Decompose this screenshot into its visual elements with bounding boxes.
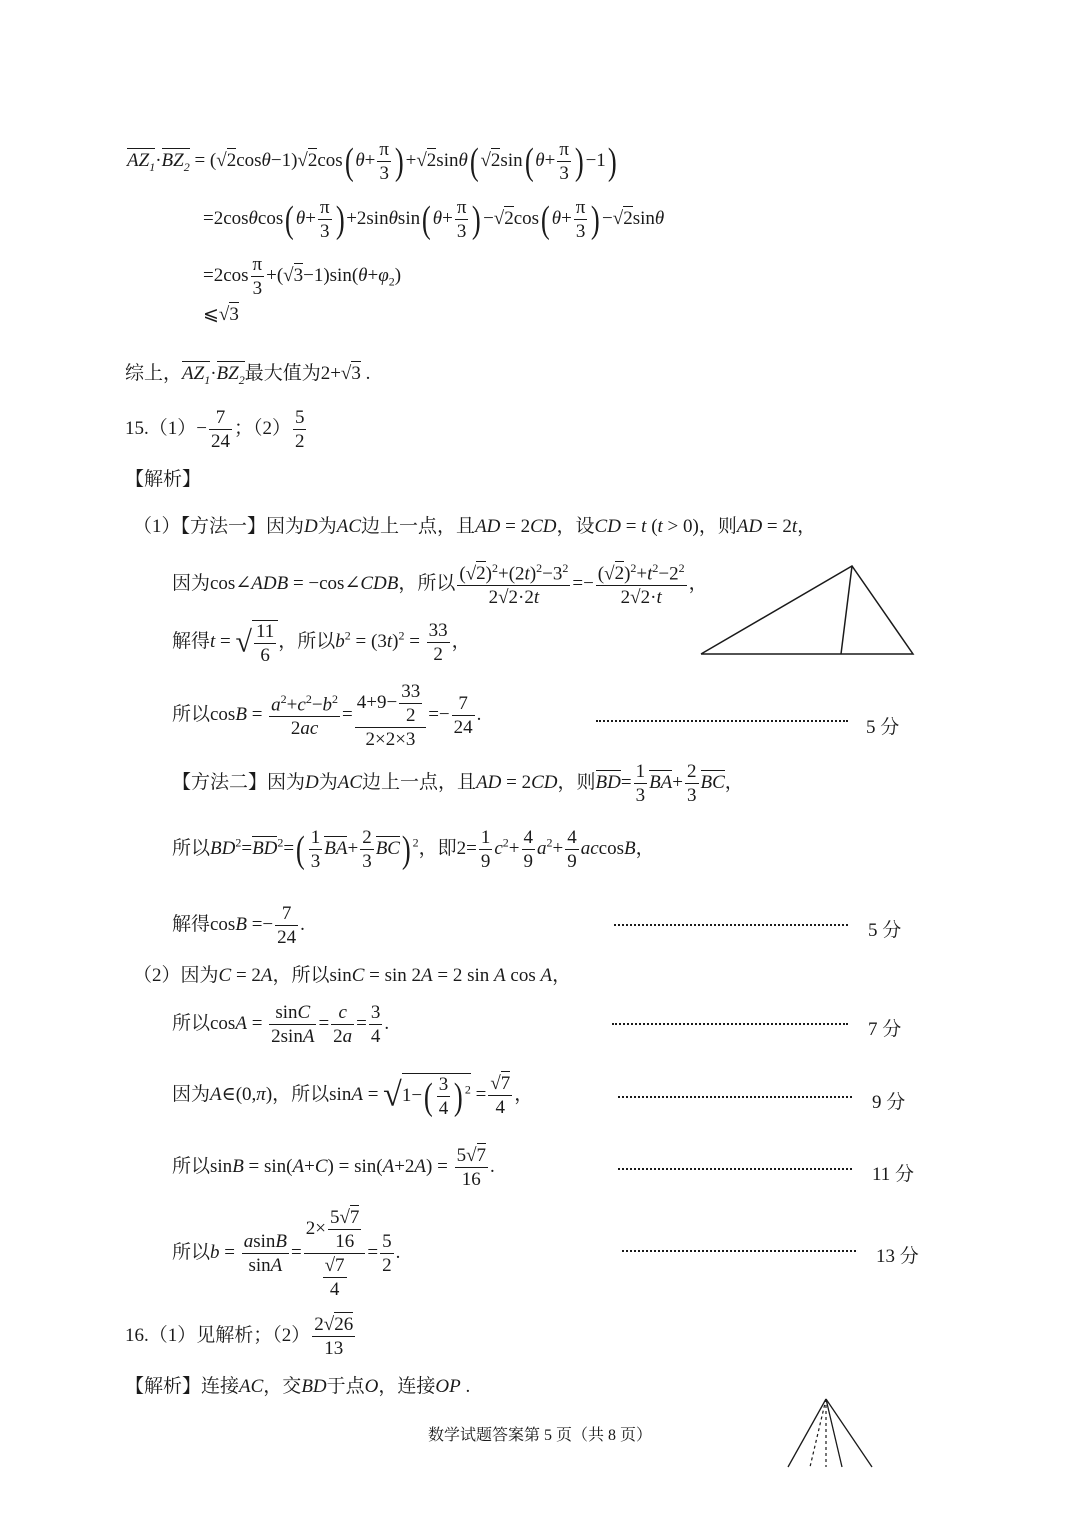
score-dots-1 [596, 720, 848, 722]
equation-line-2: =2cosθcos(θ+ $\frac{\pi}{3}$ )+2sinθsin(θ+ $\frac{\pi}{3}$ )−√2cos(θ+ $\frac{\pi}{3}$ )−√2sinθ [203, 197, 665, 242]
score-dots-5 [618, 1168, 852, 1170]
part2-cosA: 所以cosA = $\frac{\sin C}{2\sin A}$ = $\frac{c}{2a}$ = $\frac{3}{4}$ . [172, 1002, 390, 1047]
method1-cos-relation: 因为cos∠ADB = −cos∠CDB，所以 $\frac{(√2)^2+(2t)^2-3^2}{2√2\cdot 2t}$ =− $\frac{(√2)^2+t^2-2^2}{2√2\cdot t}$ ， [172, 561, 708, 609]
part2-b: 所以b = $\frac{asinB}{\sin A}$ = 2× $\frac{5√7}{16}$ $\frac{√7}{4}$ = $\frac{5}{2}$ . [172, 1207, 401, 1300]
q16-answer: 16.（1）见解析；（2） $\frac{2√26}{13}$ [125, 1314, 354, 1359]
score-dots-2 [614, 924, 848, 926]
q15-answer: 15.（1）− $\frac{7}{24}$ ；（2） $\frac{5}{2}$ [125, 407, 305, 452]
equation-line-1: $AZ_1\cdot BZ_2 = (√2\cos\theta-1)√2\cos(\theta+$ $\frac{\pi}{3}$ )+√2sinθ(√2sin(θ+ $\frac{\pi}{3}$ )−1) [127, 139, 617, 184]
equation-line-3: =2cos $\frac{\pi}{3}$ $+(√3-1)\sin(\theta+\varphi_2)$ [203, 254, 402, 299]
score-1: 5 分 [866, 717, 900, 738]
method2-intro: 【方法二】因为D为AC边上一点，且AD = 2CD，则BD= $\frac{1}{3}$ BA+ $\frac{2}{3}$ BC， [172, 761, 744, 806]
q16-analysis: 【解析】连接AC，交BD于点O，连接OP . [125, 1376, 471, 1397]
part2-intro: （2）因为C = 2A，所以sinC = sin 2A = 2 sin A cos A， [133, 965, 572, 986]
method2-result: 解得cosB =− $\frac{7}{24}$ . [172, 903, 305, 948]
part2-sinB: 所以sinB = sin(A+C) = sin(A+2A) = $\frac{5√7}{16}$ . [172, 1145, 495, 1190]
equation-line-4: ⩽√3 [203, 304, 239, 325]
method1-cosB: 所以cosB = $\frac{a^2+c^2-b^2}{2ac}$ = 4+9− $\frac{33}{2}$ 2×2×3 =− $\frac{7}{24}$ . [172, 681, 482, 750]
part2-sinA: 因为A∈(0,π)，所以sinA = √1−( $\frac{3}{4}$ ) $^2$ = $\frac{√7}{4}$ ， [172, 1073, 534, 1119]
method2-square: 所以$BD^2=BD^2=$( $\frac{1}{3}$ BA+ $\frac{2}{3}$ BC) $^2$，即2= $\frac{1}{9}$ $c^2+$ $\frac{4}{9}$ $a^2+$ $\frac{4}{9}$ accosB， [172, 827, 655, 872]
triangle-figure [695, 560, 920, 660]
score-5: 11 分 [872, 1164, 915, 1185]
method1-solve-t: 解得t = √ $\frac{11}{6}$ ，所以$b^2 = (3t)^2$ = $\frac{33}{2}$ ， [172, 620, 471, 666]
score-dots-6 [622, 1250, 856, 1252]
method1-intro: （1）【方法一】因为D为AC边上一点，且AD = 2CD，设CD = t (t > 0)，则AD = 2t， [133, 516, 817, 537]
score-3: 7 分 [868, 1019, 902, 1040]
score-6: 13 分 [876, 1246, 919, 1267]
score-2: 5 分 [868, 920, 902, 941]
summary-line: 综上，$AZ_1\cdot BZ_2$最大值为2+√3 . [125, 363, 371, 387]
analysis-label: 【解析】 [125, 469, 202, 490]
score-dots-3 [612, 1023, 848, 1025]
score-4: 9 分 [872, 1092, 906, 1113]
page-footer: 数学试题答案第 5 页（共 8 页） [427, 1427, 652, 1444]
score-dots-4 [618, 1096, 852, 1098]
